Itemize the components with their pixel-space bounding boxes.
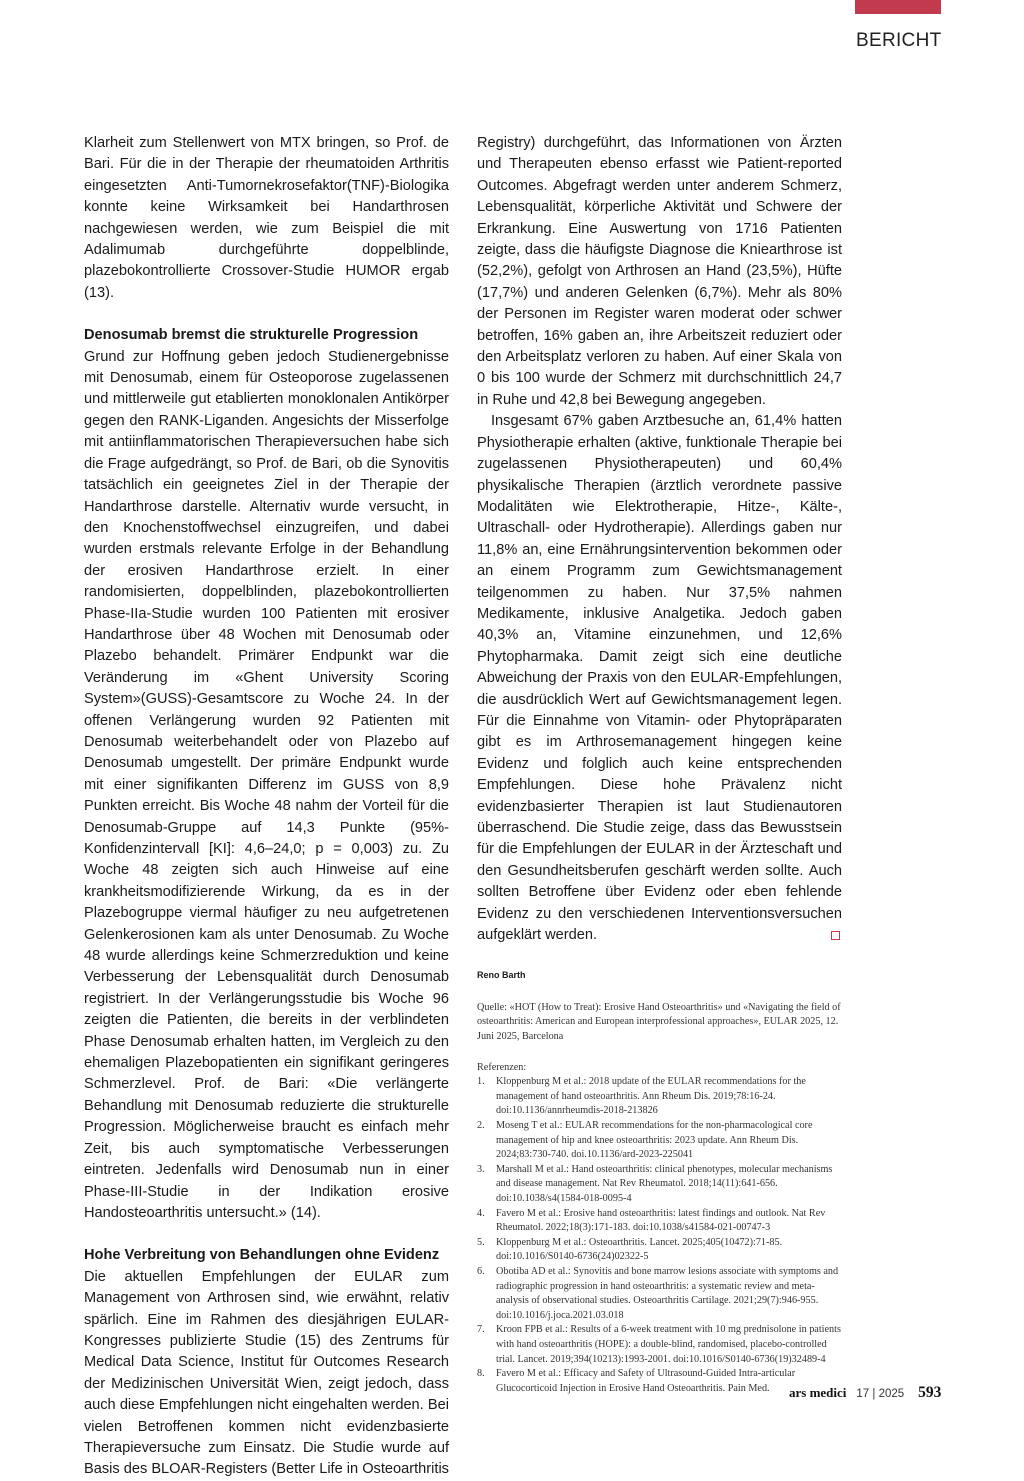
page-number: 593 [918,1384,942,1401]
references-title: Referenzen: [477,1061,527,1073]
reference-item [477,1119,842,1163]
reference-item [477,1075,842,1119]
heading-evidence: Hohe Verbreitung von Behandlungen ohne Evidenz [84,1247,440,1264]
paragraph-registry: Registry) durchgeführt, das Informationen von Ärzten und Therapeuten ebenso erfasst wie Patient-reported Outcomes. Abgefragt werden unter anderem Schmerz, Lebensqualität, körperliche Aktivität und Schwere der Erkrankung. Eine Auswertung von 1716 Patienten zeigte, dass die häufigste Diagnose die Kniearthrose ist (52,2%), gefolgt von Arthrosen an Hand (23,5%), Hüfte (17,7%) und anderen Gelenken (6,7%). Mehr als 80% der Personen im Register waren moderat oder schwer betroffen, 16% gaben an, ihre Arbeitszeit reduziert oder den Arbeitsplatz verloren zu haben. Auf einer Skala von 0 bis 100 wurde der Schmerz mit durchschnittlich 24,7 in Ruhe und 42,8 bei Bewegung angegeben. [477,135,842,408]
reference-item [477,1265,842,1323]
header-accent-bar [855,0,941,14]
paragraph-therapies [477,411,842,946]
reference-text: Kloppenburg M et al.: 2018 update of the EULAR recommendations for the management of hand osteoarthritis. Ann Rheum Dis. 2019;78:16-24. doi:10.1136/annrheumdis-2018-213826 [496,1076,806,1117]
reference-number: 1. [477,1076,485,1088]
paragraph-therapies-text: Insgesamt 67% gaben Arztbesuche an, 61,4% hatten Physiotherapie erhalten (aktive, funktionale Therapie bei zugelassenen Physiotherapeuten) und 60,4% physikalische Therapien (ärztlich verordnete passive Modalitäten wie Elektrotherapie, Hitze-, Kälte-, Ultraschall- oder Hydrotherapie). Allerdings gaben nur 11,8% an, eine Ernährungsintervention bekommen oder an einem Programm zum Gewichtsmanagement teilgenommen zu haben. Nur 37,5% nahmen Medikamente, inklusive Analgetika. Jedoch gaben 40,3% an, Vitamine einzunehmen, und 12,6% Phytopharmaka. Damit zeigt sich eine deutliche Abweichung der Praxis von den EULAR-Empfehlungen, die ausdrücklich Wert auf Gewichtsmanagement legen. Für die Einnahme von Vitamin- oder Phytopräparaten gibt es im Arthrosemanagement hingegen keine Evidenz und folglich auch keine entsprechenden Empfehlungen. Diese hohe Prävalenz nicht evidenzbasierter Therapien ist laut Studienautoren überraschend. Die Studie zeige, dass das Bewusstsein für die Empfehlungen der EULAR in der Ärzteschaft und den Gesundheitsberufen geschärft werden sollte. Auch sollten Betroffene über Evidenz oder eben fehlende Evidenz zu den verschiedenen Interventionsversuchen aufgeklärt werden. [477,413,842,944]
issue-number: 17 | 2025 [856,1388,905,1400]
paragraph-denosumab: Grund zur Hoffnung geben jedoch Studienergebnisse mit Denosumab, einem für Osteoporose zugelassenen und mittlerweile gut etablierten monoklonalen Antikörper gegen den RANK-Liganden. Angesichts der Misserfolge mit antiinflammatorischen Therapieversuchen habe sich die Frage aufgedrängt, so Prof. de Bari, ob die Synovitis tatsächlich ein geeignetes Ziel in der Therapie der Handarthrose darstelle. Alternativ wurde versucht, in den Knochenstoffwechsel einzugreifen, und dabei wurden erstmals relevante Erfolge in der Behandlung der erosiven Handarthrose erzielt. In einer randomisierten, doppelblinden, plazebokontrollierten Phase-IIa-Studie wurden 100 Patienten mit erosiver Handarthrose über 48 Wochen mit Denosumab oder Plazebo behandelt. Primärer Endpunkt war die Veränderung im «Ghent University Scoring System»(GUSS)-Gesamtscore zu Woche 24. In der offenen Verlängerung wurden 92 Patienten mit Denosumab weiterbehandelt oder von Plazebo auf Denosumab umgestellt. Der primäre Endpunkt wurde mit einer signifikanten Differenz im GUSS von 8,9 Punkten erreicht. Bis Woche 48 nahm der Vorteil für die Denosumab-Gruppe auf 14,3 Punkte (95%-Konfidenzintervall [KI]: 4,6–24,0; p = 0,003) zu. Zu Woche 48 zeigten sich auch Hinweise auf eine krankheitsmodifizierende Wirkung, da es in der Plazebogruppe viermal häufiger zu neu aufgetretenen Gelenkerosionen kam als unter Denosumab. Zu Woche 48 wurde allerdings keine Schmerzreduktion und keine Verbesserung der Lebensqualität durch Denosumab registriert. In der Verlängerungsstudie bis Woche 96 zeigten die Patienten, die bereits in der verblindeten Phase Denosumab erhalten hatten, im Vergleich zu den ehemaligen Plazebopatienten ein signifikant geringeres Schmerzlevel. Prof. de Bari: «Die verlängerte Behandlung mit Denosumab reduzierte die strukturelle Progression. Möglicherweise braucht es einfach mehr Zeit, bis auch symptomatische Verbesserungen eintreten. Jedenfalls wird Denosumab nun in einer Phase-III-Studie in der Indikation erosive Handosteoarthritis untersucht.» (14). [84,348,449,1221]
reference-item [477,1367,842,1396]
reference-text: Kroon FPB et al.: Results of a 6-week treatment with 10 mg prednisolone in patients with hand osteoarthritis (HOPE): a double-blind, randomised, placebo-controlled trial. Lancet. 2019;394(10213):1993-2001. doi:10.1016/S0140-6736(19)32489-4 [496,1324,841,1365]
reference-item [477,1207,842,1236]
end-of-article-icon [831,931,840,940]
left-column [84,133,449,1481]
reference-text: Moseng T et al.: EULAR recommendations for the non-pharmacological core management of hip and knee osteoarthritis: 2023 update. Ann Rheum Dis. 2024;83:730-740. doi.10.1136/ard-2023-225041 [496,1120,813,1161]
reference-text: Kloppenburg M et al.: Osteoarthritis. Lancet. 2025;405(10472):71-85. doi:10.1016/S0140-6736(24)02322-5 [496,1236,783,1263]
reference-item [477,1163,842,1207]
reference-number: 2. [477,1120,485,1131]
reference-text: Favero M et al.: Efficacy and Safety of Ultrasound-Guided Intra-articular Glucocorticoid Injection in Erosive Hand Osteoarthritis. Pain Med. [496,1368,796,1394]
right-column [477,133,842,1396]
reference-number: 8. [477,1368,485,1380]
reference-text: Obotiba AD et al.: Synovitis and bone marrow lesions associate with symptoms and radiographic progression in hand osteoarthritis: a systematic review and meta-analysis of observational studies. Osteoarthritis Cartilage. 2021;29(7):946-955. doi:10.1016/j.joca.2021.03.018 [496,1265,839,1321]
reference-number: 7. [477,1324,485,1336]
reference-number: 4. [477,1207,485,1219]
reference-text: Favero M et al.: Erosive hand osteoarthritis: latest findings and outlook. Nat Rev Rheumatol. 2022;18(3):171-183. doi:10.1038/s41584-021-00747-3 [496,1207,826,1234]
reference-item [477,1236,842,1265]
reference-text: Marshall M et al.: Hand osteoarthritis: clinical phenotypes, molecular mechanisms and disease management. Nat Rev Rheumatol. 2018;14(11):641-656. doi:10.1038/s4(1584-018-0095-4 [496,1163,833,1204]
references-list [477,1075,842,1396]
source-note: Quelle: «HOT (How to Treat): Erosive Hand Osteoarthritis» und «Navigating the field of osteoarthritis: American and European interprofessional approaches», EULAR 2025, 12. Juni 2025, Barcelona [477,1001,841,1043]
paragraph-intro: Klarheit zum Stellenwert von MTX bringen, so Prof. de Bari. Für die in der Therapie der rheumatoiden Arthritis eingesetzten Anti-Tumornekrosefaktor(TNF)-Biologika konnte keine Wirksamkeit bei Handarthrosen nachgewiesen werden, wie zum Beispiel die mit Adalimumab durchgeführte doppelblinde, plazebokontrollierte Crossover-Studie HUMOR ergab (13). [84,135,449,301]
reference-number: 5. [477,1236,485,1248]
section-label: BERICHT [856,30,942,51]
reference-number: 3. [477,1163,485,1175]
reference-number: 6. [477,1265,485,1277]
magazine-name: ars medici [789,1385,847,1400]
author-name: Reno Barth [477,970,526,981]
page-footer [789,1384,941,1402]
heading-denosumab: Denosumab bremst die strukturelle Progression [84,327,419,344]
reference-item [477,1323,842,1367]
paragraph-evidence: Die aktuellen Empfehlungen der EULAR zum Management von Arthrosen sind, wie erwähnt, relativ spärlich. Eine im Rahmen des diesjährigen EULAR-Kongresses publizierte Studie (15) des Zentrums für Medical Data Science, Institut für Outcomes Research der Medizinischen Universität Wien, zeigt jedoch, dass auch diese Empfehlungen nicht eingehalten werden. Bei vielen Betroffenen kommen nicht evidenzbasierte Therapieversuche zum Einsatz. Die Studie wurde auf Basis des BLOAR-Registers (Better Life in Osteoarthritis [84,1268,449,1478]
